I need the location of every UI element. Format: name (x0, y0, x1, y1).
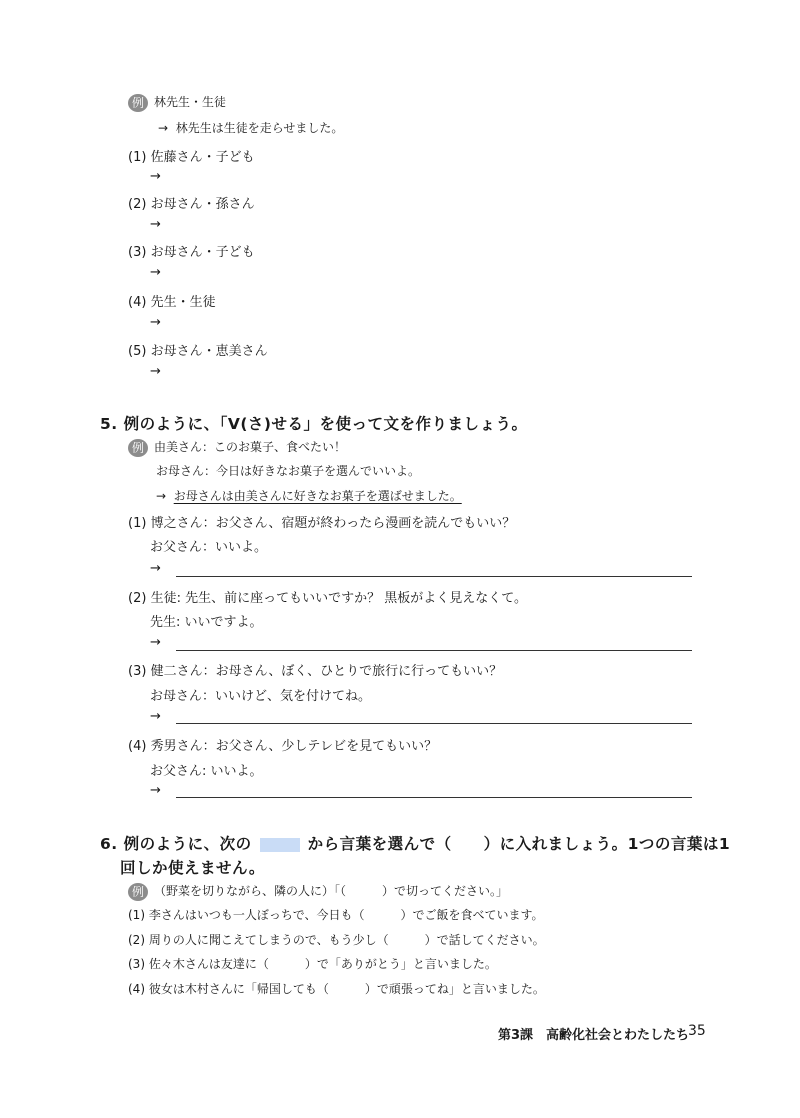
ex6-item-4 (128, 980, 545, 997)
item-text: 彼女は木村さんに「帰国しても（ ）で頑張ってね」と言いました。 (148, 982, 545, 996)
item-number: (3) (128, 957, 145, 971)
item-text: お母さん・孫さん (150, 197, 255, 212)
item-number: (1) (128, 908, 145, 922)
arrow-icon: → (150, 364, 161, 379)
example-badge: 例 (128, 883, 148, 901)
page-number: 35 (688, 1023, 706, 1039)
ex6-title-a: 6. 例のように、次の (100, 835, 252, 853)
item-number: (3) (128, 245, 147, 260)
item-text: 佐々木さんは友達に（ ）で「ありがとう」と言いました。 (148, 957, 497, 971)
ex5-example-line1: 由美さん：このお菓子、食べたい！ (154, 440, 347, 454)
ex4-item-3 (128, 241, 255, 260)
footer-chapter: 第3課 高齢化社会とわたしたち (498, 1028, 690, 1043)
item-line1: 秀男さん：お父さん、少しテレビを見てもいい？ (150, 739, 438, 754)
item-line1: 博之さん：お父さん、宿題が終わったら漫画を読んでもいい？ (150, 516, 516, 531)
arrow-icon: → (156, 489, 167, 503)
example-badge: 例 (128, 439, 148, 457)
ex6-item-3 (128, 955, 497, 972)
arrow-icon: → (150, 561, 161, 576)
item-text: お母さん・恵美さん (150, 344, 268, 359)
word-box (260, 838, 300, 852)
ex5-item-3-reply: お母さん：いいけど、気を付けてね。 (150, 689, 372, 704)
item-number: (4) (128, 739, 147, 754)
item-number: (1) (128, 150, 147, 165)
ex4-item-2 (128, 193, 255, 212)
item-number: (3) (128, 664, 147, 679)
ex4-item-4 (128, 291, 216, 310)
item-number: (4) (128, 295, 147, 310)
arrow-icon: → (158, 121, 169, 135)
item-text: 周りの人に聞こえてしまうので、もう少し（ ）で話してください。 (148, 933, 545, 947)
ex5-item-4-reply: お父さん: いいよ。 (150, 764, 263, 779)
example-badge: 例 (128, 94, 148, 112)
answer-line[interactable] (176, 723, 692, 724)
arrow-icon: → (150, 217, 161, 232)
arrow-icon: → (150, 635, 161, 650)
ex5-item-2-reply: 先生: いいですよ。 (150, 615, 263, 630)
ex5-title: 5. 例のように、「V(さ)せる」を使って文を作りましょう。 (100, 415, 528, 433)
item-number: (4) (128, 982, 145, 996)
item-number: (2) (128, 591, 147, 606)
ex5-item-1-reply: お父さん：いいよ。 (150, 540, 268, 555)
ex6-title-b: から言葉を選んで（ ）に入れましょう。1つの言葉は1 (307, 835, 731, 853)
arrow-icon: → (150, 315, 161, 330)
item-line1: 生徒: 先生、前に座ってもいいですか？ 黒板がよく見えなくて。 (150, 591, 527, 606)
ex4-example-line1: 林先生・生徒 (154, 95, 227, 109)
ex4-example-line2: 林先生は生徒を走らせました。 (175, 121, 344, 135)
item-number: (2) (128, 933, 145, 947)
ex6-item-2 (128, 931, 545, 948)
ex5-example (128, 438, 346, 457)
ex6-title-c: 回しか使えません。 (120, 859, 265, 877)
arrow-icon: → (150, 265, 161, 280)
ex4-item-5 (128, 340, 268, 359)
answer-line[interactable] (176, 650, 692, 651)
item-line1: 健二さん：お母さん、ぼく、ひとりで旅行に行ってもいい？ (150, 664, 503, 679)
ex5-example-line2: お母さん：今日は好きなお菓子を選んでいいよ。 (156, 464, 421, 478)
item-text: 李さんはいつも一人ぼっちで、今日も（ ）でご飯を食べています。 (148, 908, 544, 922)
ex5-item-4 (128, 735, 437, 754)
ex5-item-1 (128, 512, 515, 531)
item-number: (5) (128, 344, 147, 359)
answer-line[interactable] (176, 576, 692, 577)
item-number: (1) (128, 516, 147, 531)
arrow-icon: → (150, 783, 161, 798)
item-number: (2) (128, 197, 147, 212)
item-text: お母さん・子ども (150, 245, 255, 260)
ex5-item-3 (128, 660, 502, 679)
ex6-example-text: （野菜を切りながら、隣の人に）「（ ）で切ってください。」 (154, 884, 509, 898)
ex5-example-line3: お母さんは由美さんに好きなお菓子を選ばせました。 (173, 489, 462, 503)
arrow-icon: → (150, 169, 161, 184)
item-text: 先生・生徒 (150, 295, 216, 310)
ex5-example-answer (156, 487, 462, 504)
answer-line[interactable] (176, 797, 692, 798)
ex6-item-1 (128, 906, 544, 923)
ex4-example-answer (158, 119, 343, 136)
ex6-example (128, 882, 508, 901)
item-text: 佐藤さん・子ども (150, 150, 255, 165)
ex4-item-1 (128, 146, 255, 165)
arrow-icon: → (150, 709, 161, 724)
ex4-example (128, 93, 226, 112)
ex5-item-2 (128, 587, 527, 606)
ex6-title (100, 832, 730, 854)
